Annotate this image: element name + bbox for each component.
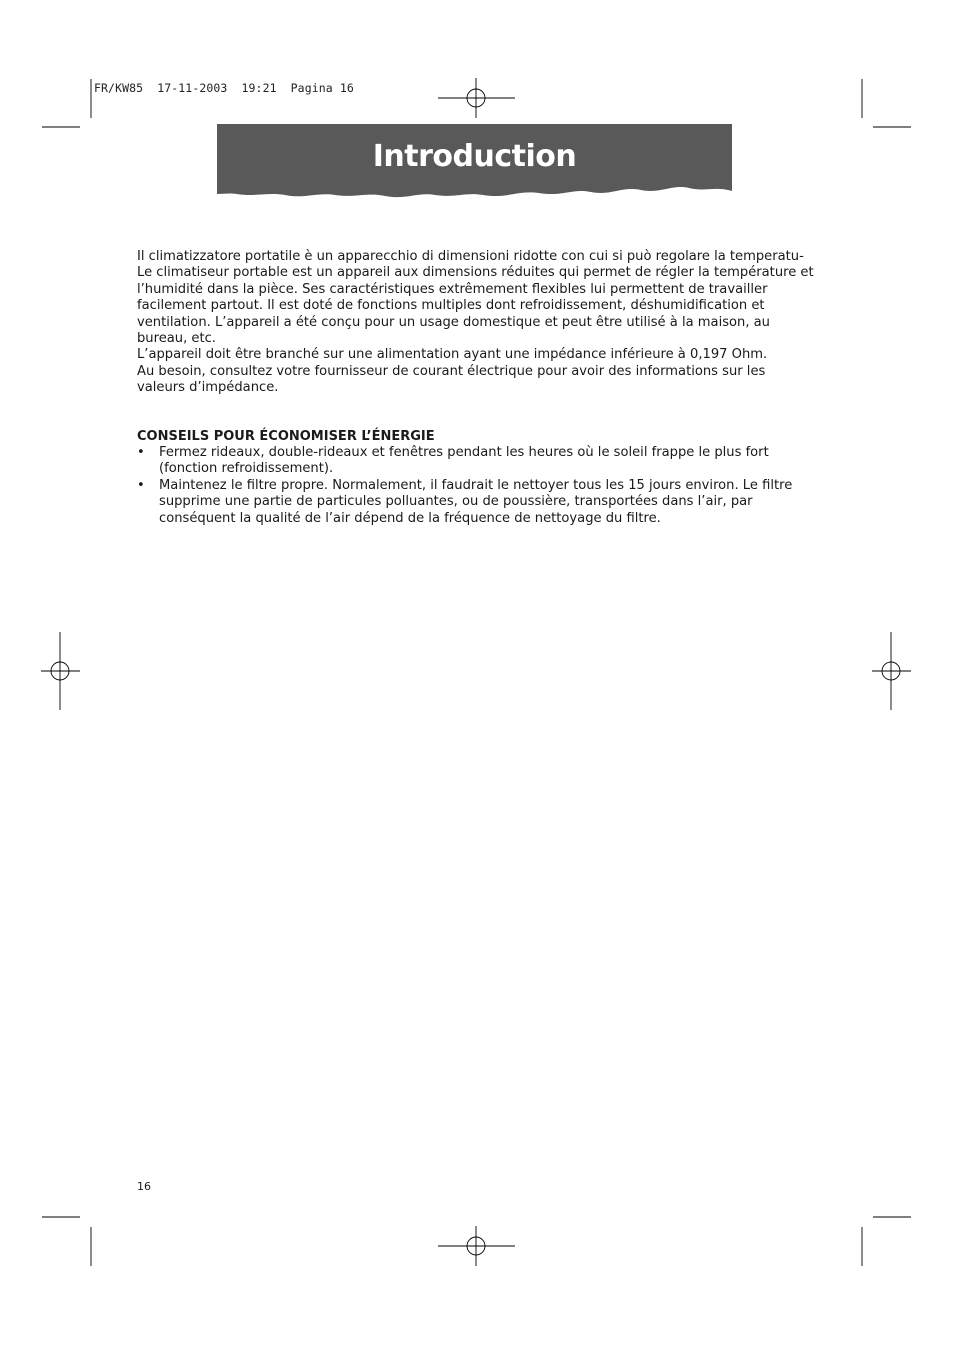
crop-mark-top-right [862,79,911,127]
intro-paragraph-1: Le climatiseur portable est un appareil aux dimensions réduites qui permet de régler la température et l’humidité dans la pièce. Ses caractéristiques extrêmement flexibles lui permettent de travailler facilement partout. Il est doté de fonctions multiples dont refroidissement, déshumidification et ventilation. L’appareil a été conçu pour un usage domestique et peut être utilisé à la maison, au bureau, etc. [137,265,814,347]
italian-intro-line: Il climatizzatore portatile è un apparecchio di dimensioni ridotte con cui si può regolare la temperatu- [137,249,804,264]
intro-paragraph-3: Au besoin, consultez votre fournisseur de courant électrique pour avoir des informations sur les valeurs d’impédance. [137,363,766,396]
registration-mark-top [438,78,515,118]
crop-mark-bottom-right [862,1217,911,1266]
energy-tips-list [137,445,817,527]
registration-mark-left [41,632,80,710]
intro-paragraph-2: L’appareil doit être branché sur une alimentation ayant une impédance inférieure à 0,197 Ohm. [137,347,768,363]
list-item-text: Fermez rideaux, double-rideaux et fenêtres pendant les heures où le soleil frappe le plus fort (fonction refroidissement). [159,445,769,477]
bullet-icon: • [137,445,145,461]
bullet-icon: • [137,477,145,493]
list-item [137,445,817,478]
crop-mark-top-left [42,79,91,127]
page-content [137,249,817,527]
section-heading-energy-tips: CONSEILS POUR ÉCONOMISER L’ÉNERGIE [137,428,435,444]
list-item [137,478,817,527]
registration-mark-right [872,632,911,710]
page-number: 16 [137,1180,151,1193]
print-slug: FR/KW85 17-11-2003 19:21 Pagina 16 [94,81,354,95]
registration-mark-bottom [438,1226,515,1266]
page-title: Introduction [372,139,577,174]
crop-mark-bottom-left [42,1217,91,1266]
list-item-text: Maintenez le filtre propre. Normalement, il faudrait le nettoyer tous les 15 jours environ. Le filtre supprime une partie de particules polluantes, ou de poussière, transportées dans l’air, par conséquent la qualité de l’air dépend de la fréquence de nettoyage du filtre. [159,477,793,526]
